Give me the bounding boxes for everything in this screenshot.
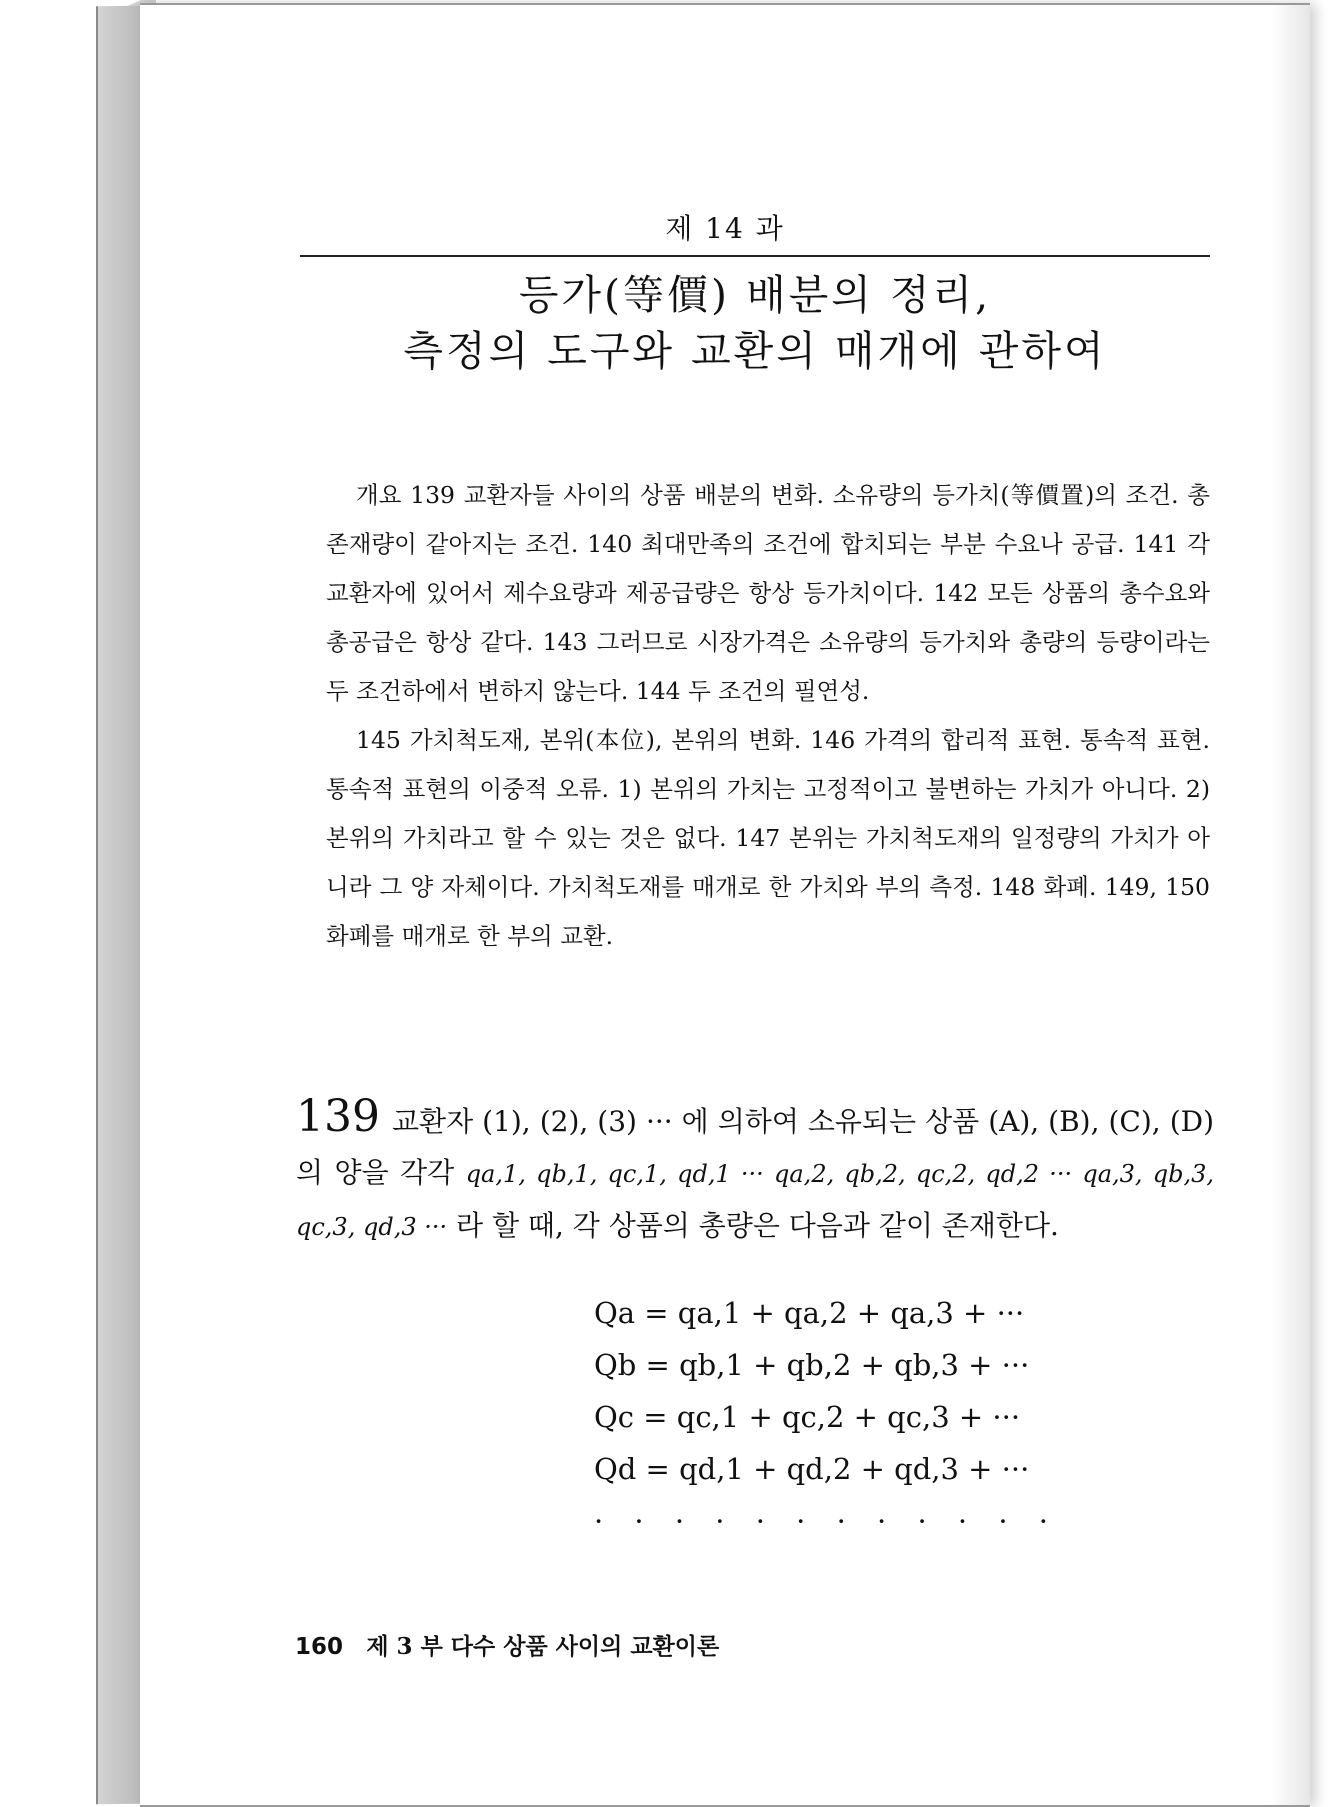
equation-d: Qd = qd,1 + qd,2 + qd,3 + ··· — [594, 1452, 1030, 1486]
section-139 — [296, 1091, 1214, 1253]
section-quantities: qa,1, qb,1, qc,1, qd,1 ··· qa,2, qb,2, qc,2, qd,2 ··· qa,3, qb,3, qc,3, qd,3 ··· — [296, 1160, 1214, 1241]
summary-paragraph-2: 145 가치척도재, 본위(本位), 본위의 변화. 146 가격의 합리적 표현. 통속적 표현. 통속적 표현의 이중적 오류. 1) 본위의 가치는 고정적이고 불변하는 가치가 아니다. 2) 본위의 가치라고 할 수 있는 것은 없다. 147 본위는 가치척도재의 일정량의 가치가 아니라 그 양 자체이다. 가치척도재를 매개로 한 가치와 부의 측정. 148 화폐. 149, 150 화폐를 매개로 한 부의 교환. — [326, 726, 1210, 950]
chapter-title-line-2: 측정의 도구와 교환의 매개에 관하여 — [403, 327, 1107, 375]
section-number: 139 — [296, 1091, 380, 1142]
equation-c: Qc = qc,1 + qc,2 + qc,3 + ··· — [594, 1400, 1021, 1434]
section-text-a: 교환자 (1), (2), (3) ··· 에 의하여 소유되는 상품 (A), (B), (C), (D)의 양을 각각 — [296, 1105, 1214, 1189]
equation-block — [594, 1287, 1060, 1547]
chapter-title-line-1: 등가(等價) 배분의 정리, — [518, 271, 992, 319]
chapter-heading: 제 14 과 — [665, 212, 785, 245]
section-text-b: 라 할 때, 각 상품의 총량은 다음과 같이 존재한다. — [447, 1209, 1059, 1242]
equation-a: Qa = qa,1 + qa,2 + qa,3 + ··· — [594, 1296, 1025, 1330]
page-number: 160 — [295, 1634, 344, 1660]
heading-rule — [300, 255, 1210, 257]
book-spine — [96, 6, 144, 1805]
equation-b: Qb = qb,1 + qb,2 + qb,3 + ··· — [594, 1348, 1030, 1382]
equation-ellipsis: · · · · · · · · · · · · — [594, 1504, 1060, 1538]
chapter-summary — [326, 471, 1210, 961]
running-head: 제 3 부 다수 상품 사이의 교환이론 — [366, 1633, 720, 1660]
page-edge-shadow — [1270, 5, 1310, 1805]
page-footer — [295, 1628, 995, 1661]
summary-paragraph-1: 개요 139 교환자들 사이의 상품 배분의 변화. 소유량의 등가치(等價置)의 조건. 총존재량이 같아지는 조건. 140 최대만족의 조건에 합치되는 부분 수요나 공급. 141 각 교환자에 있어서 제수요량과 제공급량은 항상 등가치이다. 142 모든 상품의 총수요와 총공급은 항상 같다. 143 그러므로 시장가격은 소유량의 등가치와 총량의 등량이라는 두 조건하에서 변하지 않는다. 144 두 조건의 필연성. — [326, 481, 1210, 705]
book-page — [140, 3, 1310, 1807]
chapter-title — [300, 267, 1210, 379]
section-paragraph — [296, 1091, 1214, 1253]
